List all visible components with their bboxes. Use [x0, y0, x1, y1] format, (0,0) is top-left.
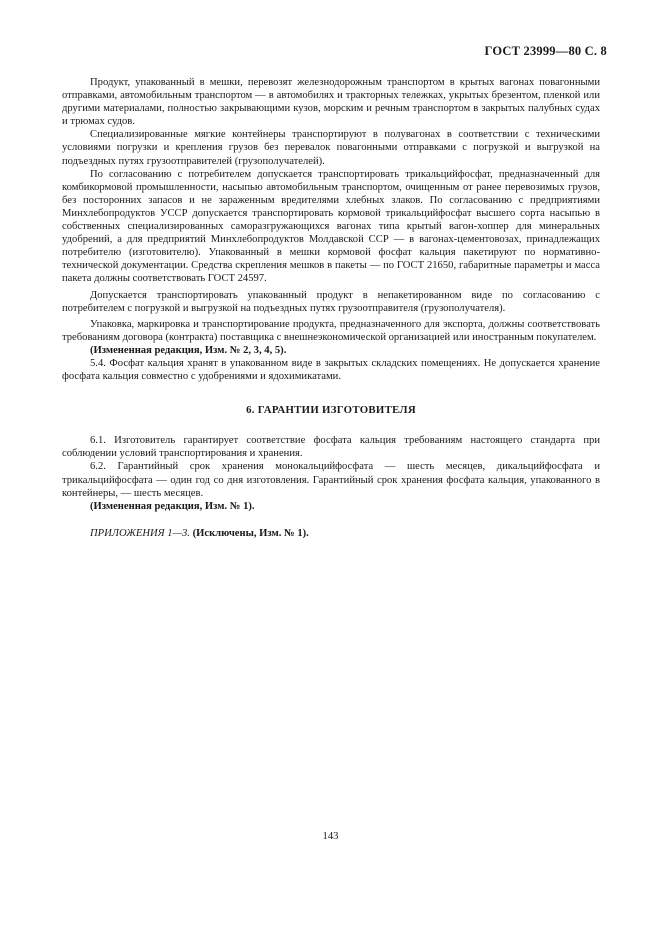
paragraph-soft-containers: Специализированные мягкие контейнеры транспортируют в полувагонах в соответствии с техническими условиями погрузки и крепления грузов без перевалок повагонными отправками с погрузкой и выгрузкой на подъездных путях грузоотправителей (грузополучателей). [62, 129, 600, 167]
page-header: ГОСТ 23999—80 С. 8 [484, 44, 607, 58]
amendment-note: (Измененная редакция, Изм. № 2, 3, 4, 5). [90, 344, 287, 356]
paragraph-6-2: 6.2. Гарантийный срок хранения монокальцийфосфата — шесть месяцев, дикальцийфосфата и трикальцийфосфата — один год со дня изготовления. Гарантийный срок хранения фосфата кальция, упакованного в контейнеры, — шесть месяцев. [62, 461, 600, 499]
paragraph-transport-bags: Продукт, упакованный в мешки, перевозят железнодорожным транспортом в крытых вагонах повагонными отправками, автомобильным транспортом — в автомобилях и тракторных тележках, укрытых брезентом, пленкой или другими материалами, полностью закрывающими кузов, морским и речным транспортом в закрытых палубных судах и трюмах судов. [62, 77, 600, 128]
section-title-guarantees: 6. ГАРАНТИИ ИЗГОТОВИТЕЛЯ [246, 404, 416, 417]
paragraph-unpacketed: Допускается транспортировать упакованный продукт в непакетированном виде по согласованию с потребителем с погрузкой и выгрузкой на подъездных путях грузоотправителя (грузополучателя). [62, 289, 600, 314]
appendix-label: ПРИЛОЖЕНИЯ 1—3. [90, 527, 190, 539]
amendment-note-6: (Измененная редакция, Изм. № 1). [90, 500, 255, 512]
paragraph-6-1: 6.1. Изготовитель гарантирует соответствие фосфата кальция требованиям настоящего стандарта при соблюдении условий транспортирования и хранения. [62, 435, 600, 460]
paragraph-storage: 5.4. Фосфат кальция хранят в упакованном виде в закрытых складских помещениях. Не допускается хранение фосфата кальция совместно с удобрениями и ядохимикатами. [62, 357, 600, 383]
appendix-excluded: (Исключены, Изм. № 1). [192, 527, 309, 539]
appendix-note [62, 527, 600, 540]
document-body [62, 76, 600, 540]
paragraph-bulk-transport: По согласованию с потребителем допускается транспортировать трикальцийфосфат, предназначенный для комбикормовой промышленности, насыпью автомобильным транспортом, очищенным от ранее перевозимых грузов, без посторонних запасов и не зараженным вредителями хлебных злаков. По согласованию с предприятиями Минхлебопродуктов УССР допускается транспортировать кормовой трикальцийфосфат высшего сорта насыпью в собственных специализированных саморазгружающихся вагонах типа крытый вагон-хоппер для минеральных удобрений, а для предприятий Минхлебопродуктов Молдавской ССР — в вагонах-цементовозах, принадлежащих потребителю (изготовителю). Упакованный в мешки кормовой фосфат кальция пакетируют по нормативно-технической документации. Средства скрепления мешков в пакеты — по ГОСТ 21650, габаритные параметры и масса пакета должны соответствовать ГОСТ 24597. [62, 168, 600, 285]
page-number: 143 [322, 831, 339, 842]
paragraph-export: Упаковка, маркировка и транспортирование продукта, предназначенного для экспорта, должны соответствовать требованиям договора (контракта) поставщика с внешнеэкономической организацией или иностранным покупателем. [62, 318, 600, 343]
